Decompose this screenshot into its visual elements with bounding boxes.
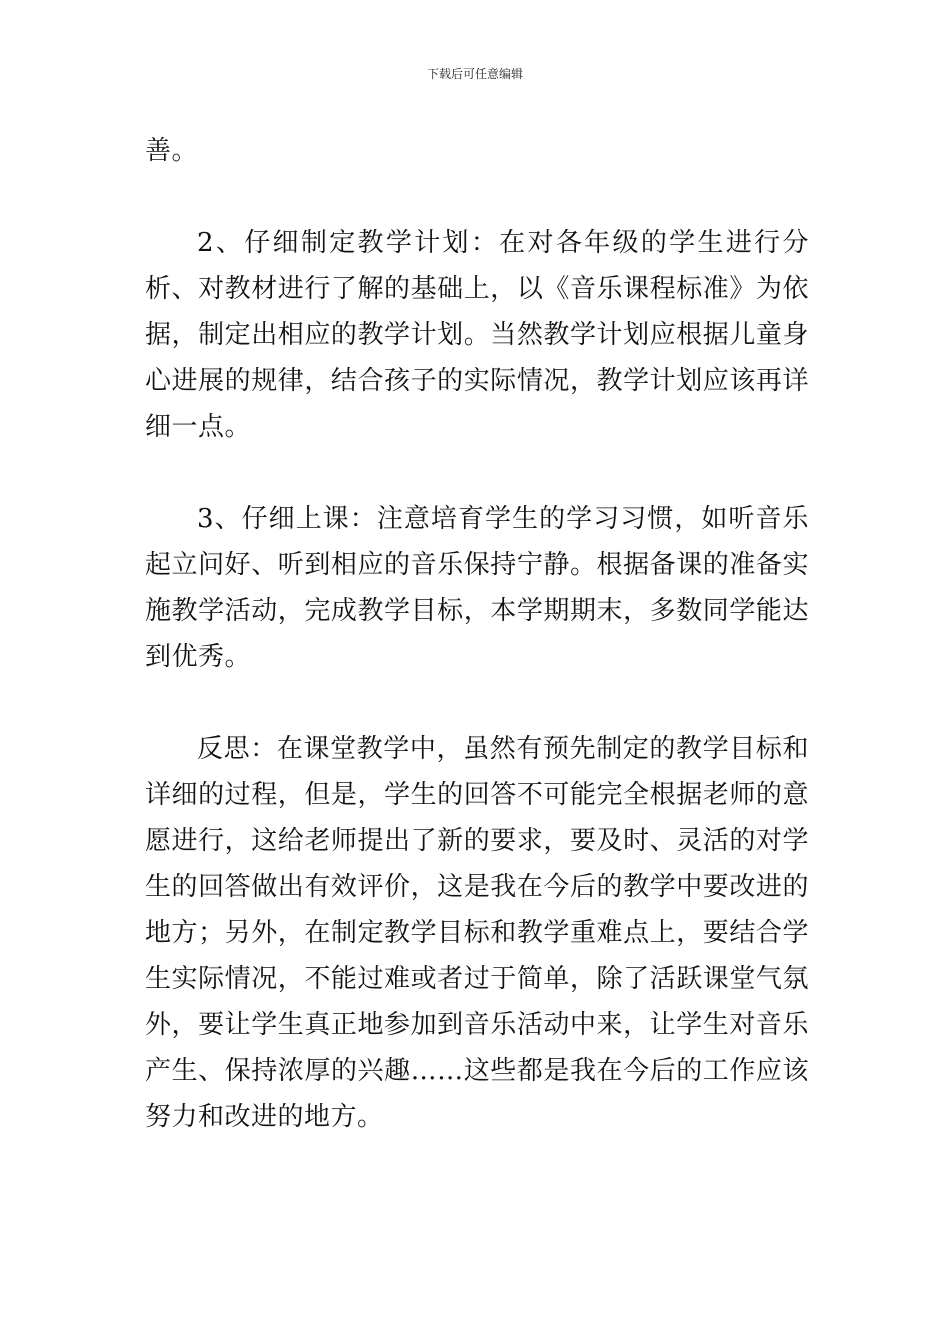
paragraph-teaching-plan: 2、仔细制定教学计划：在对各年级的学生进行分析、对教材进行了解的基础上，以《音乐课程标准》为依据，制定出相应的教学计划。当然教学计划应根据儿童身心进展的规律，结合孩子的实际情况，教学计划应该再详细一点。: [145, 228, 809, 442]
document-body: [145, 128, 809, 1140]
paragraph-reflection: 反思：在课堂教学中，虽然有预先制定的教学目标和详细的过程，但是，学生的回答不可能完全根据老师的意愿进行，这给老师提出了新的要求，要及时、灵活的对学生的回答做出有效评价，这是我在今后的教学中要改进的地方；另外，在制定教学目标和教学重难点上，要结合学生实际情况，不能过难或者过于简单，除了活跃课堂气氛外，要让学生真正地参加到音乐活动中来，让学生对音乐产生、保持浓厚的兴趣……这些都是我在今后的工作应该努力和改进的地方。: [145, 734, 809, 1132]
paragraph-gap: [145, 174, 809, 220]
paragraph-careful-lessons: 3、仔细上课：注意培育学生的学习习惯，如听音乐起立问好、听到相应的音乐保持宁静。根据备课的准备实施教学活动，完成教学目标，本学期期末，多数同学能达到优秀。: [145, 504, 809, 672]
paragraph-gap: [145, 450, 809, 496]
page-header: 下载后可任意编辑: [426, 67, 523, 81]
paragraph-gap: [145, 680, 809, 726]
paragraph-continuation: 善。: [145, 136, 199, 166]
